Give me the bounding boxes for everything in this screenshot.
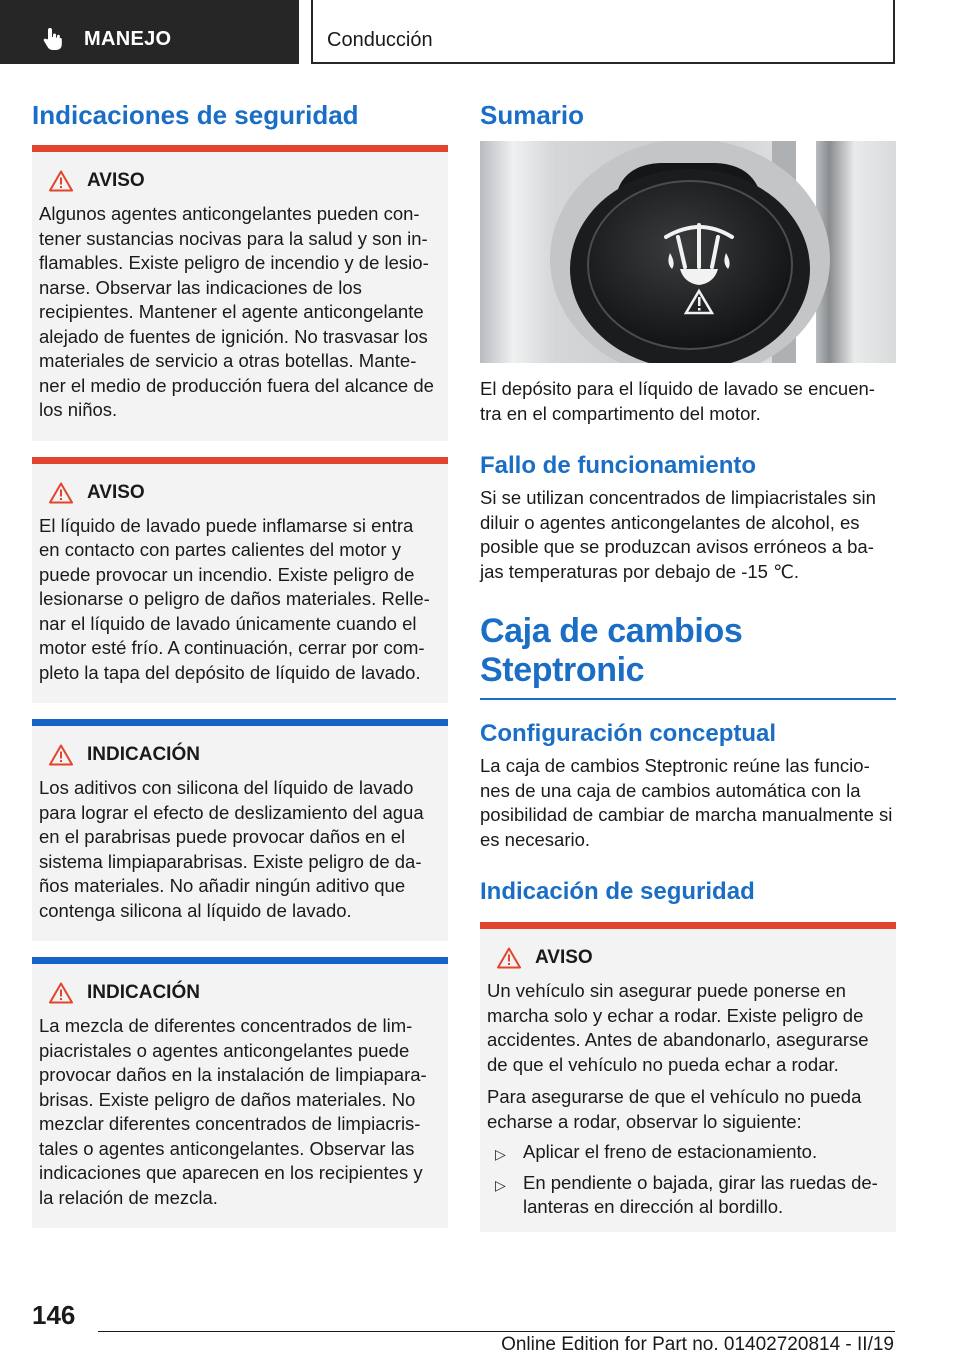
warning-triangle-icon (497, 947, 521, 969)
warning-text: Algunos agentes anticongelantes pueden con- tener sustancias nocivas para la salud y son in- flamables. Existe peligro de incendio y de lesio- narse. Observar las indicaciones de los recipientes. Mantener el agente anticongelante alejado de fuentes de ignición. No trasvasar los materiales de servicio a otras botellas. Mante- ner el medio de producción fuera del alcance de los niños. (39, 203, 434, 420)
fallo-text: Si se utilizan concentrados de limpiacristales sin diluir o agentes anticongelantes de alcohol, es posible que se produzcan avisos erróneos a ba- jas temperaturas por debajo de -15 ℃. (480, 487, 876, 582)
header-chapter-tab (311, 0, 895, 64)
section-label: MANEJO (84, 28, 172, 50)
warning-text: Un vehículo sin asegurar puede ponerse en marcha solo y echar a rodar. Existe peligro de accidentes. Antes de abandonarlo, asegurarse de que el vehículo no pueda echar a rodar. (487, 980, 869, 1075)
right-column (480, 100, 896, 1248)
warning-box-3 (480, 922, 896, 1232)
indic-heading: Indicación de seguridad (480, 878, 755, 905)
header-section-tab (0, 0, 299, 64)
page-number: 146 (32, 1300, 76, 1330)
warning-box-1 (32, 145, 448, 441)
warning-text-2: Para asegurarse de que el vehículo no pueda echarse a rodar, observar lo siguiente: (487, 1086, 862, 1132)
triangle-bullet-icon: ▷ (495, 1176, 506, 1193)
list-item: ▷ Aplicar el freno de estacionamiento. (487, 1140, 886, 1165)
warning-label: AVISO (87, 481, 145, 503)
edition-text: Online Edition for Part no. 01402720814 - II/19 (501, 1334, 894, 1355)
config-text: La caja de cambios Steptronic reúne las funcio- nes de una caja de cambios automática con la posibilidad de cambiar de marcha manualmente si es necesario. (480, 755, 893, 850)
notice-box-2 (32, 957, 448, 1228)
caja-heading: Caja de cambios Steptronic (480, 612, 896, 700)
washer-cap-icon (480, 141, 896, 363)
warning-triangle-icon (49, 982, 73, 1004)
notice-title (39, 982, 438, 1004)
warning-box-2 (32, 457, 448, 704)
instruction-list (487, 1140, 886, 1220)
warning-title (39, 482, 438, 504)
warning-triangle-icon (49, 744, 73, 766)
warning-title (487, 947, 886, 969)
warning-label: AVISO (87, 170, 145, 191)
list-item: ▷ En pendiente o bajada, girar las ruedas de- lanteras en dirección al bordillo. (495, 1171, 878, 1217)
left-column (32, 100, 448, 1244)
warning-text: El líquido de lavado puede inflamarse si entra en contacto con partes calientes del motor y puede provocar un incendio. Existe peligro de lesionarse o peligro de daños materiales. Relle- nar el líquido de lavado únicamente cuando el motor esté frío. A continuación, cerrar por com- pleto la tapa del depósito de líquido de lavado. (39, 514, 430, 683)
notice-box-1 (32, 719, 448, 941)
footer-divider (98, 1331, 895, 1332)
notice-text: Los aditivos con silicona del líquido de lavado para lograr el efecto de deslizamiento del agua en el parabrisas puede provocar daños en el sistema limpiaparabrisas. Existe peligro de da- ños materiales. No añadir ningún aditivo que contenga silicona al líquido de lavado. (39, 777, 424, 921)
safety-heading: Indicaciones de seguridad (32, 100, 359, 130)
sumario-heading: Sumario (480, 100, 585, 130)
fallo-heading: Fallo de funcionamiento (480, 452, 757, 479)
warning-triangle-icon (49, 170, 73, 192)
notice-label: INDICACIÓN (87, 744, 200, 765)
sumario-text: El depósito para el líquido de lavado se encuen- tra en el compartimento del motor. (480, 378, 875, 424)
washer-reservoir-image (480, 141, 896, 363)
config-heading: Configuración conceptual (480, 720, 777, 747)
warning-title (39, 170, 438, 192)
triangle-bullet-icon: ▷ (495, 1146, 506, 1162)
notice-text: La mezcla de diferentes concentrados de lim- piacristales o agentes anticongelantes puede provocar daños en la instalación de limpiapara- brisas. Existe peligro de daños materiales. No mezclar diferentes concentrados de limpiacris- tales o agentes anticongelantes. Observar las indicaciones que aparecen en los recipientes y la relación de mezcla. (39, 1015, 427, 1208)
hand-pointer-icon (40, 26, 66, 52)
notice-label: INDICACIÓN (87, 982, 200, 1003)
warning-label: AVISO (535, 947, 593, 968)
notice-title (39, 744, 438, 766)
chapter-label: Conducción (327, 29, 433, 51)
warning-triangle-icon (49, 482, 73, 504)
